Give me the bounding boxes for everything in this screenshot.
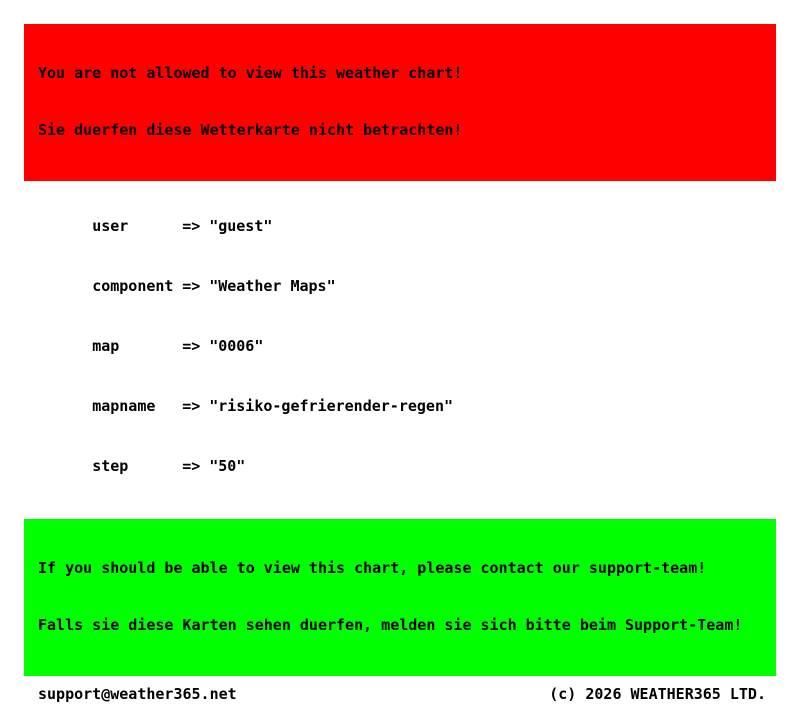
- param-key: component: [92, 277, 174, 295]
- param-row-component: [38, 256, 776, 316]
- support-email: support@weather365.net: [38, 685, 237, 703]
- arrow-glyph: =>: [182, 337, 201, 355]
- info-line-en: If you should be able to view this chart, please contact our support-team!: [38, 559, 707, 577]
- footer: [24, 676, 776, 704]
- arrow-glyph: =>: [182, 277, 201, 295]
- request-params: [38, 196, 776, 496]
- param-value: "risiko-gefrierender-regen": [209, 397, 454, 415]
- error-line-de: Sie duerfen diese Wetterkarte nicht betrachten!: [38, 121, 463, 139]
- param-row-step: [38, 436, 776, 496]
- param-key: map: [92, 337, 120, 355]
- param-value: "Weather Maps": [209, 277, 336, 295]
- param-row-map: [38, 316, 776, 376]
- copyright-notice: (c) 2026 WEATHER365 LTD.: [549, 685, 766, 703]
- param-key: mapname: [92, 397, 156, 415]
- param-value: "0006": [209, 337, 264, 355]
- param-value: "50": [209, 457, 246, 475]
- info-banner: [24, 519, 776, 676]
- arrow-glyph: =>: [182, 397, 201, 415]
- error-line-en: You are not allowed to view this weather chart!: [38, 64, 463, 82]
- arrow-glyph: =>: [182, 217, 201, 235]
- param-key: user: [92, 217, 129, 235]
- param-value: "guest": [209, 217, 273, 235]
- arrow-glyph: =>: [182, 457, 201, 475]
- param-key: step: [92, 457, 129, 475]
- info-line-de: Falls sie diese Karten sehen duerfen, melden sie sich bitte beim Support-Team!: [38, 616, 743, 634]
- param-row-user: [38, 196, 776, 256]
- error-banner: [24, 24, 776, 181]
- param-row-mapname: [38, 376, 776, 436]
